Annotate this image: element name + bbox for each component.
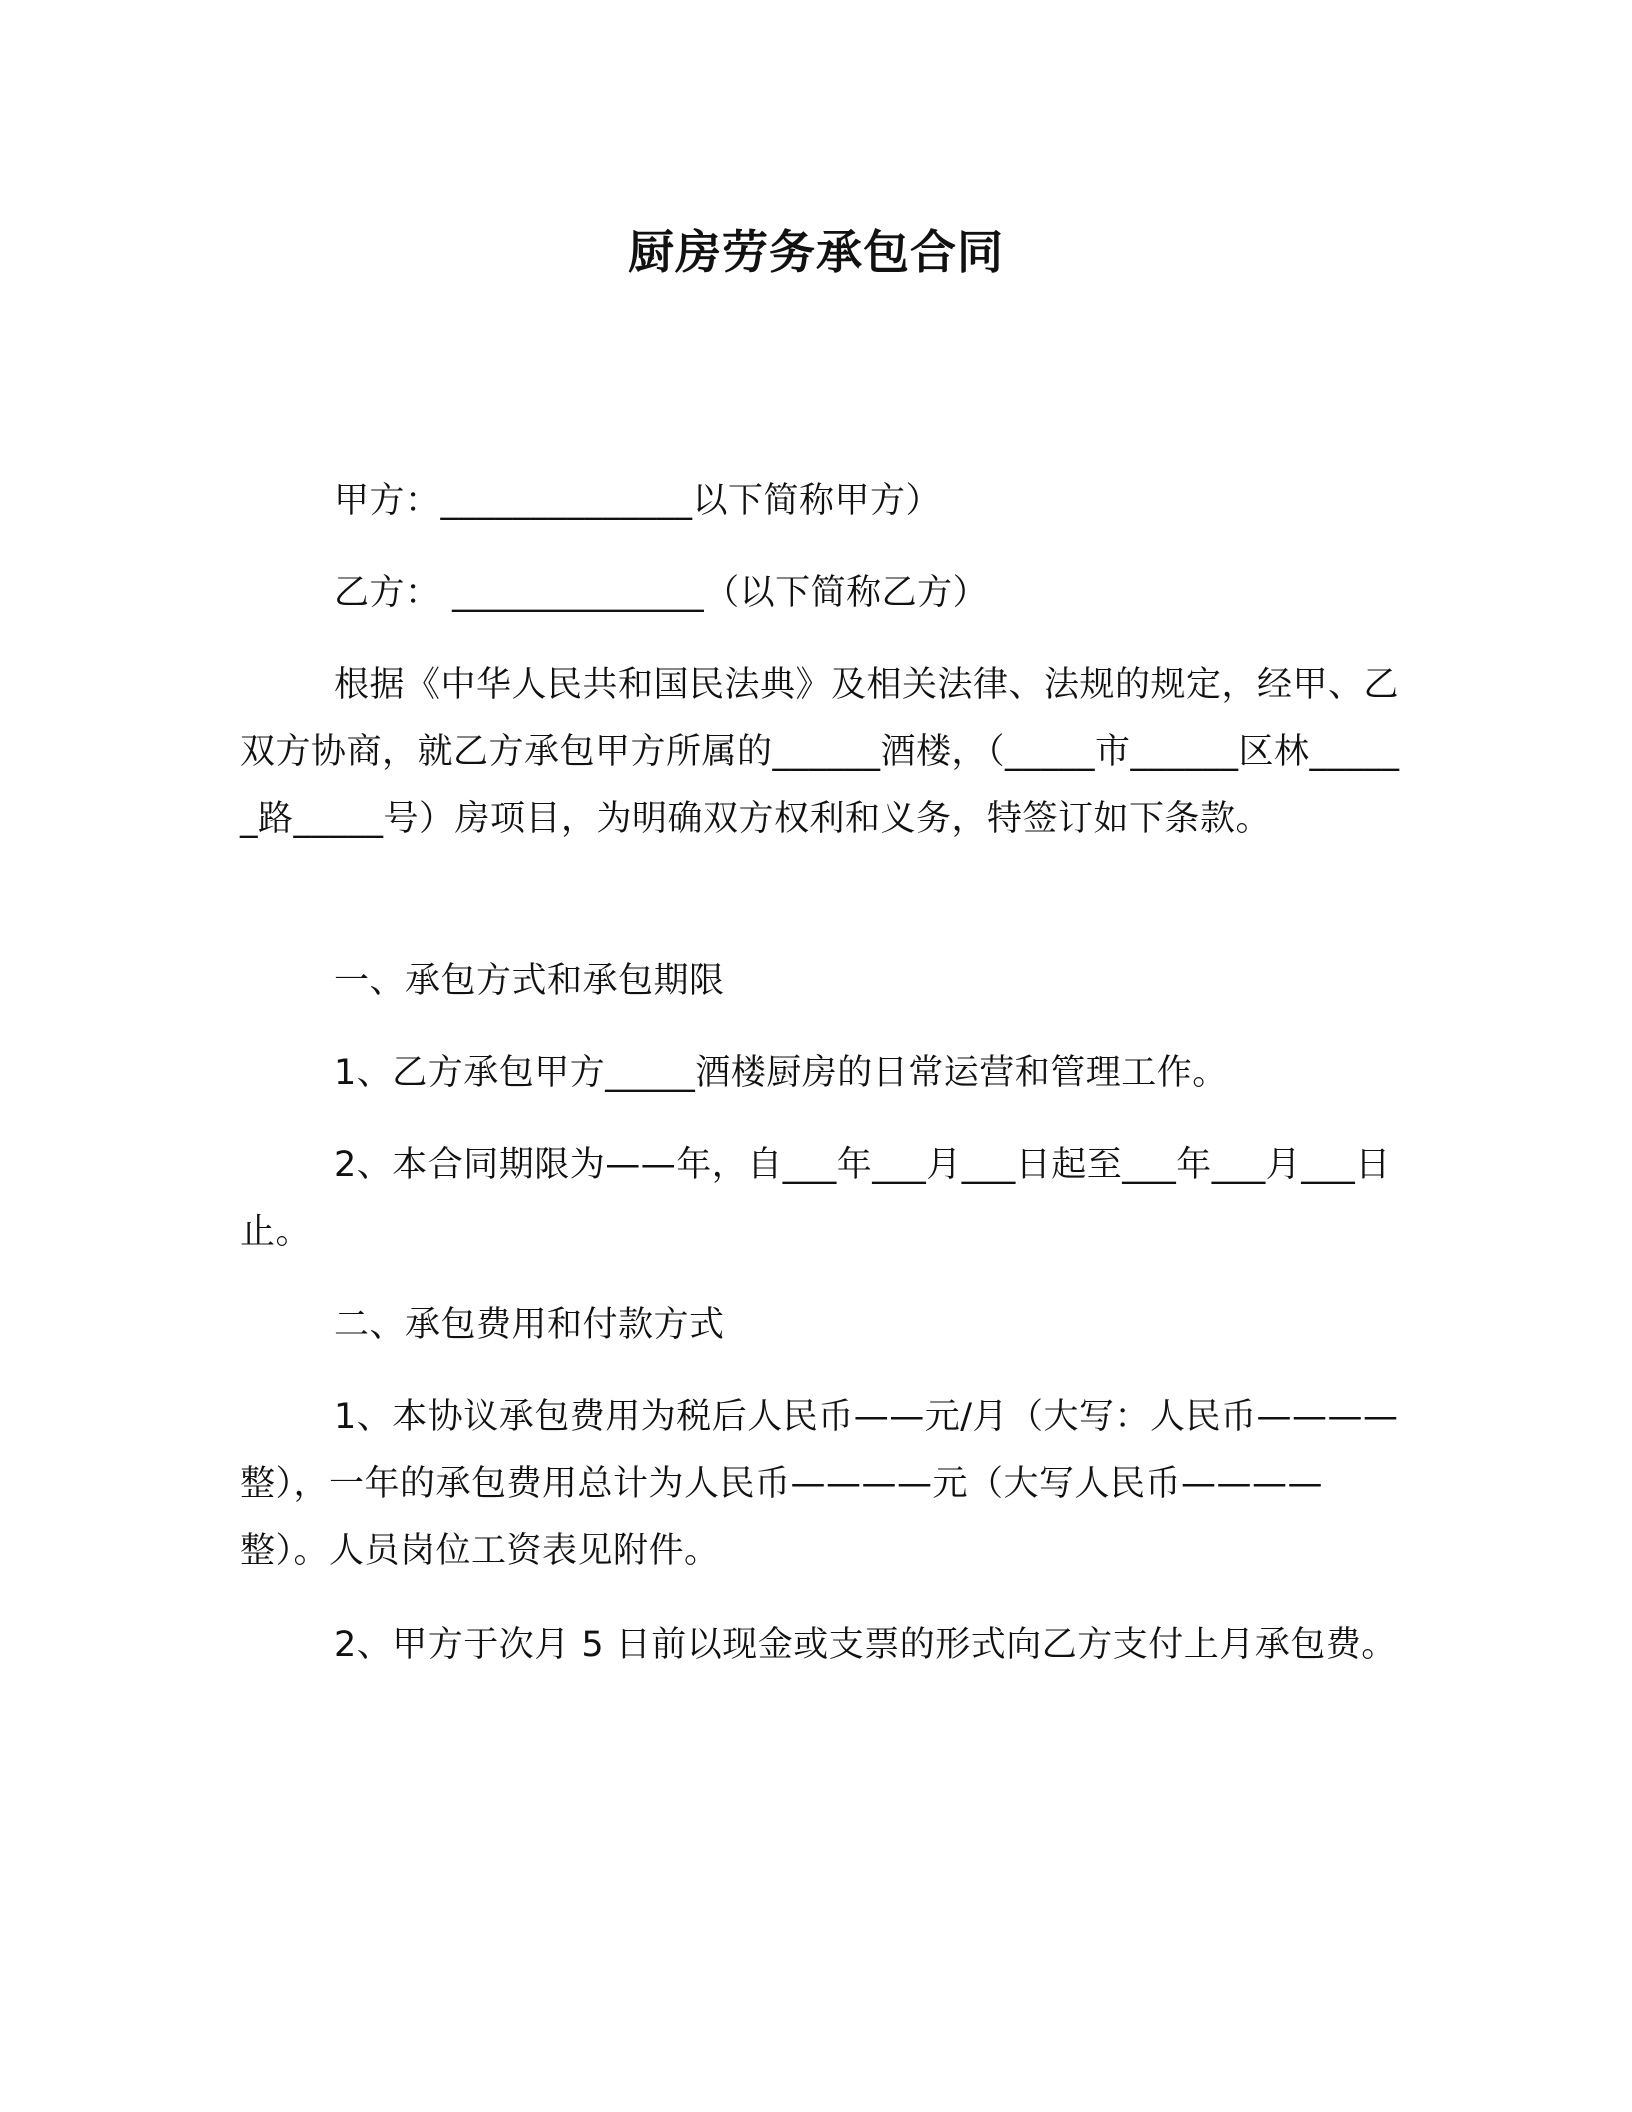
clause-2-1 xyxy=(240,1384,1410,1585)
preamble xyxy=(240,652,1410,853)
paragraph: 甲方：______________以下简称甲方） xyxy=(334,481,942,521)
clause-1-2 xyxy=(240,1132,1410,1266)
clause-2-2 xyxy=(240,1612,1410,1679)
document-title: 厨房劳务承包合同 xyxy=(628,225,1004,279)
paragraph: 2、本合同期限为——年，自___年___月___日起至___年___月___日止。 xyxy=(240,1145,1391,1252)
party-b-line xyxy=(240,560,1410,627)
section-heading: 二、承包费用和付款方式 xyxy=(334,1305,725,1345)
section-heading: 一、承包方式和承包期限 xyxy=(334,961,725,1001)
paragraph: 乙方： ______________（以下简称乙方） xyxy=(334,573,989,613)
paragraph: 1、乙方承包甲方_____酒楼厨房的日常运营和管理工作。 xyxy=(334,1053,1228,1093)
paragraph: 1、本协议承包费用为税后人民币——元/月（大写：人民币————整），一年的承包费用总计为人民币————元（大写人民币————整）。人员岗位工资表见附件。 xyxy=(240,1397,1399,1571)
party-a-line xyxy=(240,468,1410,535)
paragraph: 2、甲方于次月 5 日前以现金或支票的形式向乙方支付上月承包费。 xyxy=(334,1625,1397,1665)
clause-1-1 xyxy=(240,1040,1410,1107)
section-heading-1 xyxy=(240,948,1410,1015)
section-heading-2 xyxy=(240,1292,1410,1359)
paragraph: 根据《中华人民共和国民法典》及相关法律、法规的规定，经甲、乙双方协商，就乙方承包甲方所属的______酒楼，（_____市______区林______路_____号）房项目，为明确双方权利和义务，特签订如下条款。 xyxy=(240,665,1400,839)
